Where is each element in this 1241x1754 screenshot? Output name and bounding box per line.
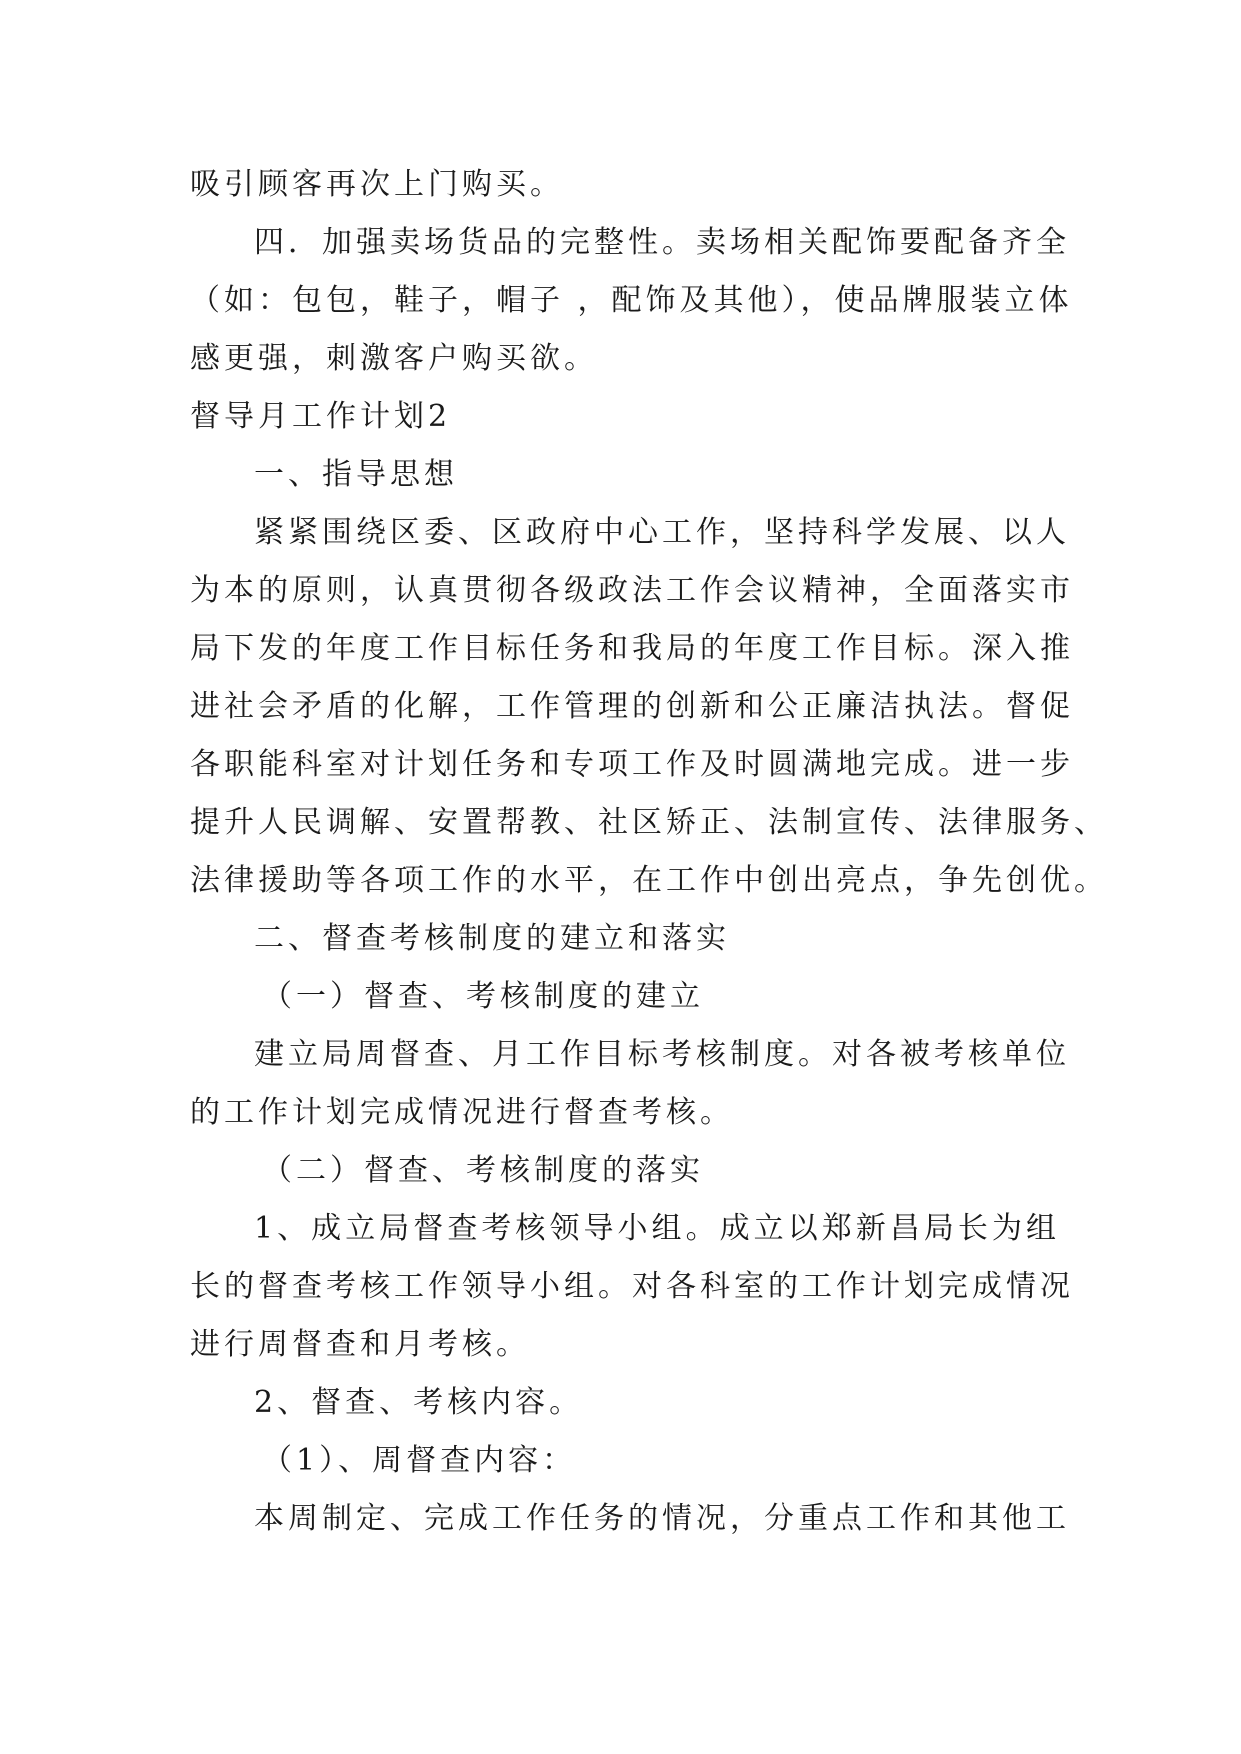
text-line: 进行周督查和月考核。 xyxy=(190,1327,530,1362)
text-line: 长的督查考核工作领导小组。对各科室的工作计划完成情况 xyxy=(190,1269,1074,1304)
text-line: （1）、周督查内容： xyxy=(262,1443,577,1478)
section-heading: 督导月工作计划2 xyxy=(190,399,452,434)
text-line: 进社会矛盾的化解，工作管理的创新和公正廉洁执法。督促 xyxy=(190,689,1074,724)
text-line: 1、成立局督查考核领导小组。成立以郑新昌局长为组 xyxy=(254,1211,1060,1246)
text-line: 紧紧围绕区委、区政府中心工作，坚持科学发展、以人 xyxy=(254,515,1070,550)
text-line: 法律援助等各项工作的水平，在工作中创出亮点，争先创优。 xyxy=(190,863,1108,898)
text-line: （如：包包，鞋子，帽子 ，配饰及其他），使品牌服装立体 xyxy=(190,283,1073,318)
text-line: 感更强，刺激客户购买欲。 xyxy=(190,341,598,376)
document-body xyxy=(190,156,1108,1548)
text-line: 提升人民调解、安置帮教、社区矫正、法制宣传、法律服务、 xyxy=(190,805,1108,840)
text-line: 四．加强卖场货品的完整性。卖场相关配饰要配备齐全 xyxy=(254,225,1070,260)
subheading: 二、督查考核制度的建立和落实 xyxy=(254,921,730,956)
subheading: （二）督查、考核制度的落实 xyxy=(262,1153,704,1188)
text-line: 的工作计划完成情况进行督查考核。 xyxy=(190,1095,734,1130)
text-line: 2、督查、考核内容。 xyxy=(254,1385,584,1420)
subheading: 一、指导思想 xyxy=(254,457,458,492)
text-line: 为本的原则，认真贯彻各级政法工作会议精神，全面落实市 xyxy=(190,573,1074,608)
text-line: 本周制定、完成工作任务的情况，分重点工作和其他工 xyxy=(254,1501,1070,1536)
text-line: 局下发的年度工作目标任务和我局的年度工作目标。深入推 xyxy=(190,631,1074,666)
subheading: （一）督查、考核制度的建立 xyxy=(262,979,704,1014)
text-line: 各职能科室对计划任务和专项工作及时圆满地完成。进一步 xyxy=(190,747,1074,782)
text-line: 建立局周督查、月工作目标考核制度。对各被考核单位 xyxy=(254,1037,1070,1072)
text-line: 吸引顾客再次上门购买。 xyxy=(190,167,564,202)
